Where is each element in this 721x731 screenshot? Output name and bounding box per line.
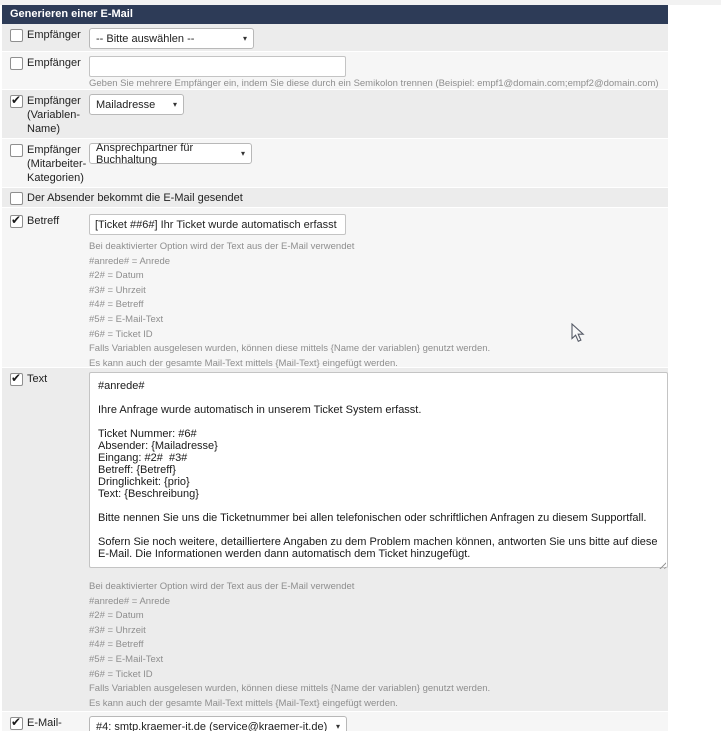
recipient-select-dropdown[interactable] xyxy=(89,28,254,49)
recipient-multiple-hint: Geben Sie mehrere Empfänger ein, indem Sie diese durch ein Semikolon trennen (Beispiel: empf1@domain.com;empf2@domain.com) xyxy=(89,78,659,89)
form-panel xyxy=(2,5,668,731)
recipient-select-label: Empfänger xyxy=(27,29,81,41)
mail-text-textarea[interactable] xyxy=(89,372,668,568)
sender-copy-checkbox[interactable] xyxy=(10,192,23,205)
mail-text-usage-hint: Es kann auch der gesamte Mail-Text mittels {Mail-Text} eingefügt werden. xyxy=(89,697,398,709)
row-recipient-input xyxy=(2,52,668,90)
variable-hint-line: #6# = Ticket ID xyxy=(89,668,153,680)
variable-hint-line: #anrede# = Anrede xyxy=(89,595,171,607)
variable-hint-line: #5# = E-Mail-Text xyxy=(89,653,164,665)
recipient-categories-value: Ansprechpartner für Buchhaltung xyxy=(96,141,194,166)
email-account-checkbox[interactable] xyxy=(10,717,23,730)
row-recipient-variable xyxy=(2,90,668,139)
row-email-account xyxy=(2,712,668,731)
mouse-cursor-icon xyxy=(571,323,585,344)
recipient-categories-label: Empfänger (Mitarbeiter-Kategorien) xyxy=(27,144,87,184)
recipient-variable-checkbox[interactable] xyxy=(10,95,23,108)
page-title: Generieren einer E-Mail xyxy=(2,5,668,24)
variables-usage-hint: Falls Variablen ausgelesen wurden, können diese mittels {Name der variablen} genutzt werden. xyxy=(89,683,491,695)
variable-hint-line: #3# = Uhrzeit xyxy=(89,284,146,296)
recipient-categories-checkbox[interactable] xyxy=(10,144,23,157)
sender-copy-label: Der Absender bekommt die E-Mail gesendet xyxy=(27,192,243,204)
row-mail-text xyxy=(2,368,668,712)
email-account-dropdown[interactable] xyxy=(89,716,347,731)
row-sender-copy xyxy=(2,188,668,208)
recipient-variable-dropdown[interactable] xyxy=(89,94,184,115)
row-recipient-select xyxy=(2,24,668,52)
email-account-value: #4: smtp.kraemer-it.de (service@kraemer-it.de) xyxy=(96,720,328,731)
variable-hints xyxy=(89,595,662,683)
recipient-input-label: Empfänger xyxy=(27,57,81,69)
variable-hint-line: #4# = Betreff xyxy=(89,299,144,311)
subject-input[interactable] xyxy=(89,214,346,235)
mail-text-usage-hint: Es kann auch der gesamte Mail-Text mittels {Mail-Text} eingefügt werden. xyxy=(89,357,398,369)
row-subject xyxy=(2,208,668,368)
variable-hint-line: #3# = Uhrzeit xyxy=(89,624,146,636)
recipient-variable-value: Mailadresse xyxy=(96,98,156,111)
recipient-input-field[interactable] xyxy=(89,56,346,77)
chevron-down-icon: ▾ xyxy=(240,149,245,158)
disabled-option-hint: Bei deaktivierter Option wird der Text aus der E-Mail verwendet xyxy=(89,241,355,252)
email-account-label: E-Mail- xyxy=(27,717,62,729)
variable-hint-line: #5# = E-Mail-Text xyxy=(89,313,164,325)
recipient-select-value: -- Bitte auswählen -- xyxy=(96,32,195,45)
chevron-down-icon: ▾ xyxy=(242,34,247,43)
mail-text-checkbox[interactable] xyxy=(10,373,23,386)
recipient-variable-label: Empfänger (Variablen-Name) xyxy=(27,95,81,135)
variable-hint-line: #anrede# = Anrede xyxy=(89,255,171,267)
row-recipient-categories xyxy=(2,139,668,188)
mail-text-hints xyxy=(89,580,662,711)
chevron-down-icon: ▾ xyxy=(335,722,340,731)
variable-hint-line: #4# = Betreff xyxy=(89,639,144,651)
subject-label: Betreff xyxy=(27,215,60,227)
variable-hint-line: #2# = Datum xyxy=(89,270,144,282)
recipient-input-checkbox[interactable] xyxy=(10,57,23,70)
subject-checkbox[interactable] xyxy=(10,215,23,228)
disabled-option-hint: Bei deaktivierter Option wird der Text aus der E-Mail verwendet xyxy=(89,581,355,592)
mail-text-label: Text xyxy=(27,373,48,385)
variable-hint-line: #2# = Datum xyxy=(89,610,144,622)
recipient-select-checkbox[interactable] xyxy=(10,29,23,42)
recipient-categories-dropdown[interactable] xyxy=(89,143,252,164)
variables-usage-hint: Falls Variablen ausgelesen wurden, können diese mittels {Name der variablen} genutzt werden. xyxy=(89,343,491,355)
subject-hints xyxy=(89,240,662,371)
variable-hint-line: #6# = Ticket ID xyxy=(89,328,153,340)
chevron-down-icon: ▾ xyxy=(172,100,177,109)
